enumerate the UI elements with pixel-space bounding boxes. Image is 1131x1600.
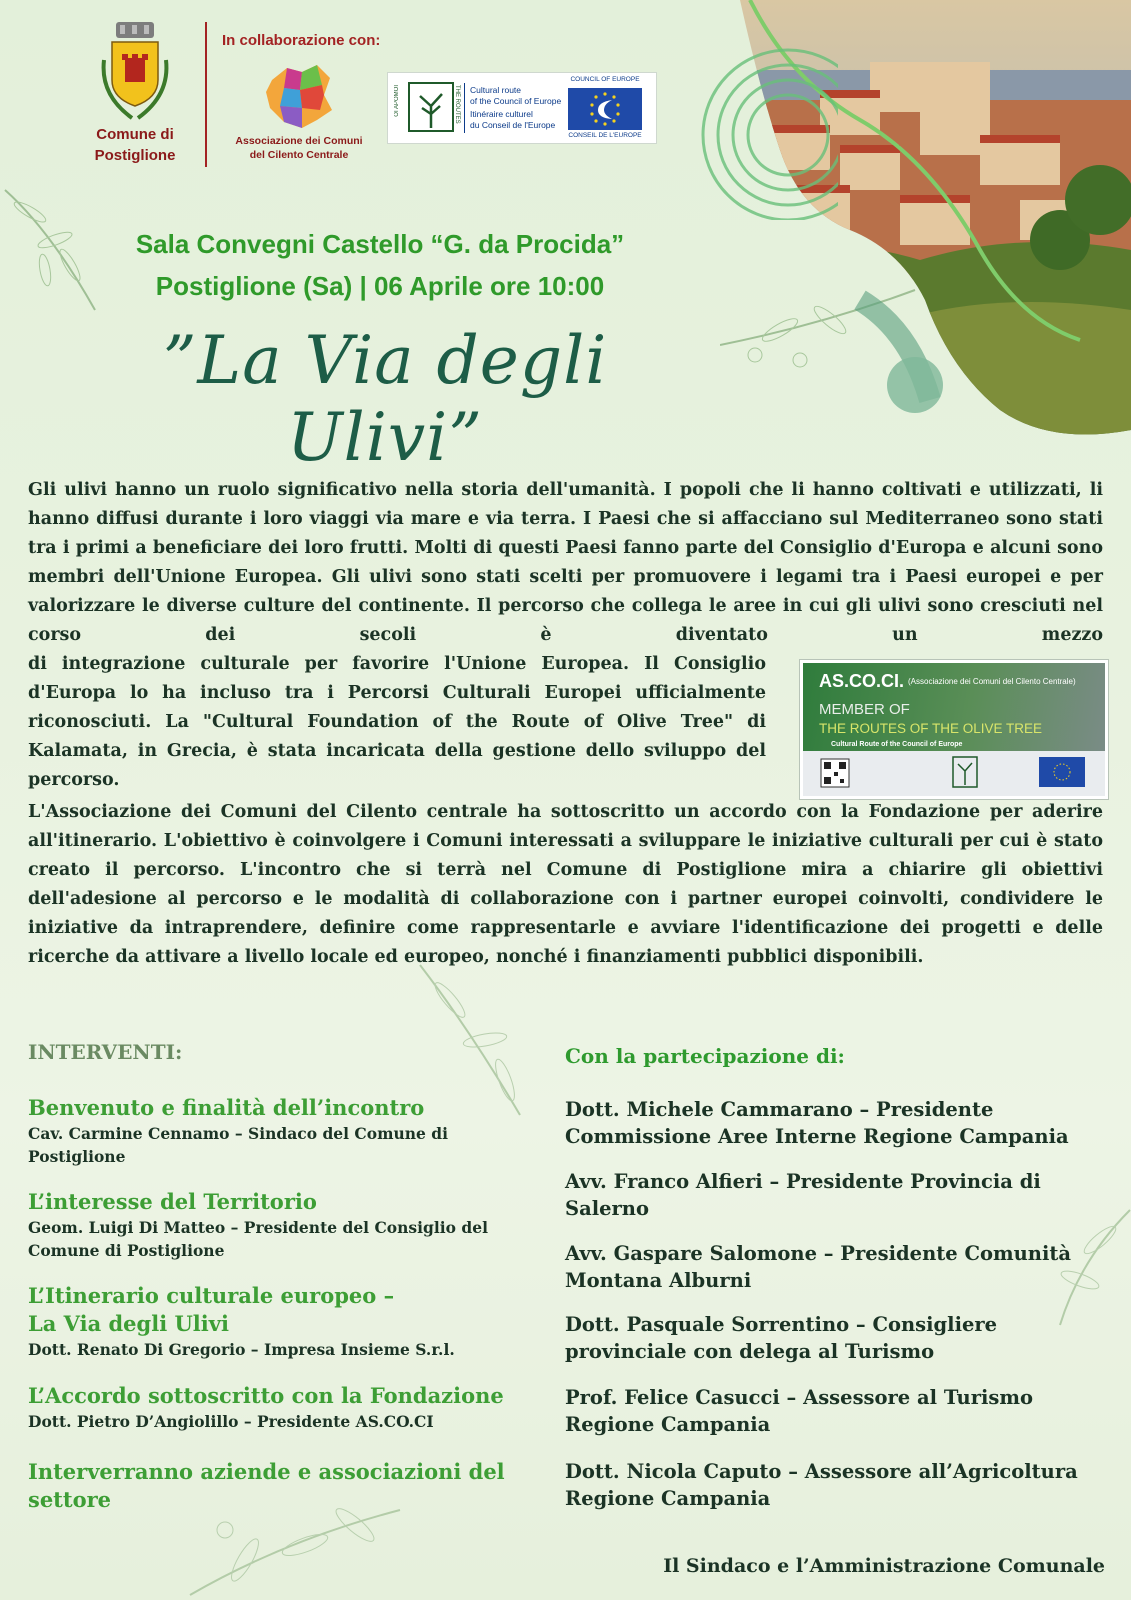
participant-item: Avv. Franco Alfieri – Presidente Provincia di Salerno: [565, 1170, 1041, 1220]
badge-side-text: OI APOMOI: [394, 85, 400, 117]
council-of-europe-flag-icon: [568, 88, 642, 130]
badge-side-text: THE ROUTES: [454, 85, 460, 124]
intervento-item: [28, 1094, 543, 1168]
intervento-item: [28, 1382, 543, 1433]
event-title: ”La Via degli Ulivi”: [162, 322, 608, 476]
route-line: du Conseil de l'Europe: [470, 119, 556, 130]
route-line: of the Council of Europe: [470, 95, 562, 106]
card-subtitle: Cultural Route of the Council of Europe: [831, 741, 963, 748]
participant-item: Avv. Gaspare Salomone – Presidente Comunità Montana Alburni: [565, 1242, 1072, 1292]
badge-divider: [464, 83, 465, 133]
intervento-speaker: Dott. Pietro D’Angiolillo – Presidente AS.CO.CI: [28, 1412, 434, 1431]
partecipazione-heading: Con la partecipazione di:: [565, 1044, 845, 1068]
olive-tree-logo-icon: [408, 82, 454, 132]
intervento-title: Interverranno aziende e associazioni del settore: [28, 1459, 505, 1512]
card-footer: [803, 751, 1105, 796]
cilento-map-logo-icon: [262, 60, 336, 132]
intervento-title: L’Itinerario culturale europeo – La Via degli Ulivi: [28, 1283, 395, 1336]
venue-line: Sala Convegni Castello “G. da Procida”: [135, 229, 625, 259]
association-name: Associazione dei Comuni del Cilento Centrale: [235, 135, 363, 161]
intervento-speaker: Geom. Luigi Di Matteo – Presidente del Consiglio del Comune di Postiglione: [28, 1218, 488, 1260]
intervento-item: [28, 1188, 543, 1262]
participant-item: Prof. Felice Casucci – Assessore al Turismo Regione Campania: [565, 1386, 1034, 1436]
agreement-paragraph: L'Associazione dei Comuni del Cilento centrale ha sottoscritto un accordo con la Fondazione per aderire all'itinerario. L'obiettivo è coinvolgere i Comuni interessati a sviluppare le iniziative culturali per cui è stato creato il percorso. L'incontro che si terrà nel Comune di Postiglione mira a chiarire gli obiettivi dell'adesione al percorso e le modalità di collaborazione con i partner europei coinvolti, condividere le iniziative da intraprendere, definire come rappresentarle e avviare l'identificazione dei progetti e delle ricerche da attivare a livello locale ed europeo, nonché i finanziamenti pubblici disponibili.: [28, 802, 1103, 967]
card-member-label: MEMBER OF: [819, 701, 910, 718]
intervento-speaker: Dott. Renato Di Gregorio – Impresa Insieme S.r.l.: [28, 1340, 455, 1359]
participant-item: Dott. Nicola Caputo – Assessore all’Agricoltura Regione Campania: [565, 1460, 1078, 1510]
comune-crest-icon: [96, 20, 174, 125]
participant-item: Dott. Pasquale Sorrentino – Consigliere provinciale con delega al Turismo: [565, 1313, 998, 1363]
participant-item: Dott. Michele Cammarano – Presidente Commissione Aree Interne Regione Campania: [565, 1098, 1069, 1148]
signature-line: Il Sindaco e l’Amministrazione Comunale: [663, 1555, 1105, 1577]
interventi-heading: INTERVENTI:: [28, 1040, 183, 1064]
olive-branch-decoration: [185, 1500, 405, 1600]
coe-label-bottom: CONSEIL DE L'EUROPE: [568, 132, 642, 139]
intervento-speaker: Cav. Carmine Cennamo – Sindaco del Comune di Postiglione: [28, 1124, 449, 1166]
route-line: Itinéraire culturel: [470, 109, 533, 119]
intervento-item: [28, 1282, 543, 1361]
intro-paragraph: Gli ulivi hanno un ruolo significativo nella storia dell'umanità. I popoli che li hanno coltivati e utilizzati, li hanno diffusi durante i loro viaggi via mare e via terra. I Paesi che si affacciano sul Mediterraneo sono stati tra i primi a beneficiare dei loro frutti. Molti di questi Paesi fanno parte del Consiglio d'Europa e alcuni sono membri dell'Unione Europea. Gli ulivi sono stati scelti per promuovere i legami tra i Paesi europei e per valorizzare le diverse culture del continente. Il percorso che collega le aree in cui gli ulivi sono cresciuti nel corso dei secoli è diventato un mezzo: [28, 480, 1103, 645]
route-label: [470, 85, 561, 130]
cultural-route-badge: [387, 72, 657, 144]
coe-label-top: COUNCIL OF EUROPE: [570, 76, 640, 83]
card-full-name: (Associazione dei Comuni del Cilento Centrale): [908, 677, 1076, 686]
intervento-title: L’Accordo sottoscritto con la Fondazione: [28, 1383, 504, 1408]
collaboration-label: In collaborazione con:: [222, 32, 381, 49]
route-paragraph: di integrazione culturale per favorire l'Unione Europea. Il Consiglio d'Europa lo ha incluso tra i Percorsi Culturali Europei ufficialmente riconosciuti. La "Cultural Foundation of the Route of Olive Tree" di Kalamata, in Grecia, è stata incaricata della gestione dello sviluppo del percorso.: [28, 654, 766, 790]
comune-name: Comune di Postiglione: [94, 126, 176, 164]
card-acronym: AS.CO.CI.: [819, 671, 905, 691]
header-divider: [205, 22, 207, 167]
concentric-rings-decoration: [668, 40, 838, 220]
date-time-line: Postiglione (Sa) | 06 Aprile ore 10:00: [155, 271, 605, 301]
route-line: Cultural route: [470, 85, 522, 95]
intervento-title: L’interesse del Territorio: [28, 1189, 317, 1214]
intervento-title: Benvenuto e finalità dell’incontro: [28, 1095, 425, 1120]
card-routes-label: THE ROUTES OF THE OLIVE TREE: [819, 721, 1043, 736]
ascoci-member-card: [800, 660, 1108, 799]
intervento-item: [28, 1458, 543, 1514]
